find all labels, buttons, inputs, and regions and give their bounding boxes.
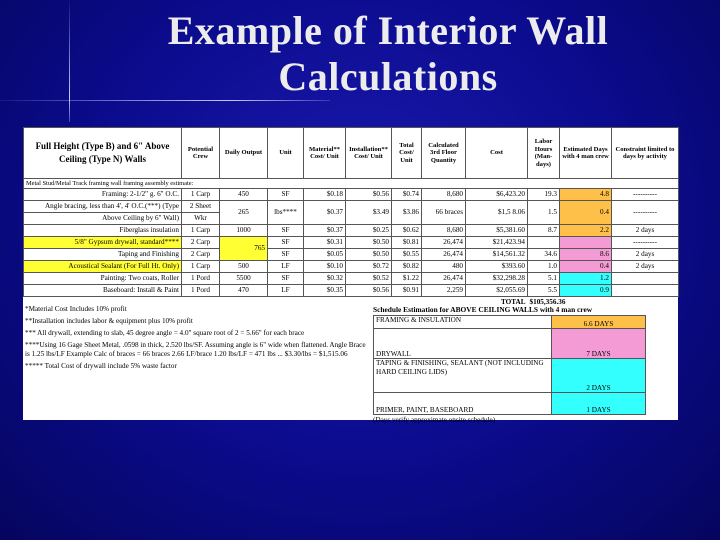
- spreadsheet-image: [23, 127, 678, 424]
- row-days: 1.2: [560, 273, 612, 285]
- title-line-2: Calculations: [278, 54, 498, 99]
- total-label: TOTAL: [501, 298, 526, 306]
- col-header: Total Cost/ Unit: [392, 128, 422, 179]
- decorative-vertical-line: [69, 0, 70, 122]
- total-value: $105,356.36: [529, 298, 566, 306]
- row-cost: $2,055.69: [466, 285, 528, 297]
- table-row: [24, 285, 679, 297]
- row-labor: 1.5: [528, 201, 560, 225]
- row-mat: $0.32: [304, 273, 346, 285]
- row-unit: SF: [268, 225, 304, 237]
- row-cost: $14,561.32: [466, 249, 528, 261]
- decorative-horizontal-line: [0, 100, 330, 101]
- row-constraint: [612, 285, 679, 297]
- row-desc: Framing: 2-1/2" g. 6" O.C.: [24, 189, 182, 201]
- row-crew: 2 Carp: [182, 249, 220, 261]
- band-label: Metal Stud/Metal Track framing wall framing assembly estimate:: [24, 179, 679, 189]
- row-crew: 1 Carp: [182, 225, 220, 237]
- row-labor: 1.0: [528, 261, 560, 273]
- row-qty: 26,474: [422, 273, 466, 285]
- calculation-table: [23, 127, 679, 308]
- row-days: 8.6: [560, 249, 612, 261]
- table-row: [24, 225, 679, 237]
- row-cost: $21,423.94: [466, 237, 528, 249]
- row-crew: 1 Pord: [182, 285, 220, 297]
- table-row: [24, 201, 679, 213]
- row-constraint: ----------: [612, 237, 679, 249]
- slide-title: [118, 8, 658, 100]
- table-row: [24, 237, 679, 249]
- row-qty: 26,474: [422, 237, 466, 249]
- row-output: 500: [220, 261, 268, 273]
- row-labor: 34.6: [528, 249, 560, 261]
- row-unit: SF: [268, 249, 304, 261]
- col-header: Cost: [466, 128, 528, 179]
- row-mat: $0.18: [304, 189, 346, 201]
- table-header-row: [24, 128, 679, 179]
- row-output: 265: [220, 201, 268, 225]
- schedule-row: [374, 359, 646, 393]
- row-constraint: ----------: [612, 189, 679, 201]
- table-row: [24, 249, 679, 261]
- schedule-row: [374, 329, 646, 359]
- row-qty: 8,680: [422, 189, 466, 201]
- col-header: Daily Output: [220, 128, 268, 179]
- schedule-estimation: [373, 305, 673, 425]
- row-desc: 5/8" Gypsum drywall, standard****: [24, 237, 182, 249]
- footnote: ***** Total Cost of drywall include 5% waste factor: [25, 362, 177, 370]
- row-constraint: 2 days: [612, 225, 679, 237]
- row-crew: 1 Carp: [182, 189, 220, 201]
- row-total: $0.82: [392, 261, 422, 273]
- schedule-task: TAPING & FINISHING, SEALANT (NOT INCLUDING HARD CEILING LIDS): [374, 359, 552, 393]
- schedule-days: 7 DAYS: [552, 329, 646, 359]
- row-constraint: 2 days: [612, 249, 679, 261]
- row-qty: 2,259: [422, 285, 466, 297]
- row-inst: $0.25: [346, 225, 392, 237]
- row-labor: [528, 237, 560, 249]
- col-header: Labor Hours (Man-days): [528, 128, 560, 179]
- row-crew: 1 Carp: [182, 261, 220, 273]
- band-row: [24, 179, 679, 189]
- row-mat: $0.37: [304, 225, 346, 237]
- row-unit: SF: [268, 273, 304, 285]
- row-labor: 5.1: [528, 273, 560, 285]
- row-days: 4.8: [560, 189, 612, 201]
- row-days: 0.9: [560, 285, 612, 297]
- col-header: Installation** Cost/ Unit: [346, 128, 392, 179]
- col-header: Calculated 3rd Floor Quantity: [422, 128, 466, 179]
- schedule-row: [374, 393, 646, 415]
- row-labor: 5.5: [528, 285, 560, 297]
- schedule-days: 1 DAYS: [552, 393, 646, 415]
- row-mat: $0.31: [304, 237, 346, 249]
- row-unit: LF: [268, 261, 304, 273]
- row-labor: 8.7: [528, 225, 560, 237]
- row-desc: Painting: Two coats, Roller: [24, 273, 182, 285]
- title-line-1: Example of Interior Wall: [167, 8, 609, 53]
- row-mat: $0.05: [304, 249, 346, 261]
- footnote: **Installation includes labor & equipment plus 10% profit: [25, 317, 193, 325]
- table-row: [24, 273, 679, 285]
- schedule-table: [373, 315, 646, 415]
- row-inst: $3.49: [346, 201, 392, 225]
- row-unit: LF: [268, 285, 304, 297]
- row-inst: $0.56: [346, 189, 392, 201]
- row-cost: $32,298.28: [466, 273, 528, 285]
- row-desc: Angle bracing, less than 4', 4' O.C.(***) (Type: [24, 201, 182, 213]
- table-row: [24, 189, 679, 201]
- schedule-row: [374, 316, 646, 329]
- schedule-title: Schedule Estimation for ABOVE CEILING WALLS with 4 man crew: [373, 305, 593, 314]
- row-mat: $0.10: [304, 261, 346, 273]
- row-output: 450: [220, 189, 268, 201]
- row-inst: $0.52: [346, 273, 392, 285]
- row-inst: $0.50: [346, 249, 392, 261]
- row-desc: Taping and Finishing: [24, 249, 182, 261]
- row-crew: 2 Sheet: [182, 201, 220, 213]
- col-header: Constraint limited to days by activity: [612, 128, 679, 179]
- row-unit: lbs****: [268, 201, 304, 225]
- schedule-days: 6.6 DAYS: [552, 316, 646, 329]
- table-row: [24, 261, 679, 273]
- footnote: *** All drywall, extending to slab, 45 degree angle = 4.0" square root of 2 = 5.66" for each brace: [25, 329, 305, 337]
- row-constraint: 2 days: [612, 261, 679, 273]
- col-header: Potential Crew: [182, 128, 220, 179]
- schedule-task: PRIMER, PAINT, BASEBOARD: [374, 393, 552, 415]
- footnote: ****Using 16 Gage Sheet Metal, .0598 in thick, 2.520 lbs/SF. Assuming angle is 6" wide when flattened. Angle Brace is 1.25 lbs/LF Example Calc of braces = 66 braces 2.66 LF/brace 1.20 lbs/LF = 471 lbs ... $3.30/lbs = $1,515.06: [25, 341, 366, 358]
- row-unit: SF: [268, 189, 304, 201]
- row-total: $0.91: [392, 285, 422, 297]
- row-total: $0.74: [392, 189, 422, 201]
- row-cost: $1,5 8.06: [466, 201, 528, 225]
- row-desc: Above Ceiling by 6" Wall): [24, 213, 182, 225]
- row-qty: 8,680: [422, 225, 466, 237]
- schedule-days: 2 DAYS: [552, 359, 646, 393]
- row-inst: $0.50: [346, 237, 392, 249]
- schedule-task: FRAMING & INSULATION: [374, 316, 552, 329]
- row-labor: 19.3: [528, 189, 560, 201]
- col-header: Unit: [268, 128, 304, 179]
- row-mat: $0.35: [304, 285, 346, 297]
- row-constraint: [612, 273, 679, 285]
- row-inst: $0.56: [346, 285, 392, 297]
- row-desc: Fiberglass insulation: [24, 225, 182, 237]
- row-output: 765: [220, 237, 268, 261]
- footnotes: [25, 305, 370, 374]
- row-output: 1000: [220, 225, 268, 237]
- row-cost: $393.60: [466, 261, 528, 273]
- table-heading: Full Height (Type B) and 6" Above Ceiling (Type N) Walls: [24, 128, 182, 179]
- row-total: $1.22: [392, 273, 422, 285]
- row-output: 470: [220, 285, 268, 297]
- row-inst: $0.72: [346, 261, 392, 273]
- row-desc: Baseboard: Install & Paint: [24, 285, 182, 297]
- schedule-task: DRYWALL: [374, 329, 552, 359]
- row-crew: 1 Pord: [182, 273, 220, 285]
- row-total: $0.55: [392, 249, 422, 261]
- row-days: 2.2: [560, 225, 612, 237]
- row-days: 0.4: [560, 261, 612, 273]
- row-desc: Acoustical Sealant (For Full Ht. Only): [24, 261, 182, 273]
- row-qty: 480: [422, 261, 466, 273]
- schedule-note: (Days verify approximate onsite schedule): [373, 416, 496, 424]
- row-crew: Wkr: [182, 213, 220, 225]
- row-crew: 2 Carp: [182, 237, 220, 249]
- row-output: 5500: [220, 273, 268, 285]
- row-total: $0.62: [392, 225, 422, 237]
- row-constraint: ----------: [612, 201, 679, 225]
- footnote: *Material Cost Includes 10% profit: [25, 305, 127, 313]
- row-total: $3.86: [392, 201, 422, 225]
- row-days: 0.4: [560, 201, 612, 225]
- row-days: [560, 237, 612, 249]
- col-header: Material** Cost/ Unit: [304, 128, 346, 179]
- row-cost: $5,381.60: [466, 225, 528, 237]
- col-header: Estimated Days with 4 man crew: [560, 128, 612, 179]
- row-unit: SF: [268, 237, 304, 249]
- row-qty: 26,474: [422, 249, 466, 261]
- row-cost: $6,423.20: [466, 189, 528, 201]
- row-qty: 66 braces: [422, 201, 466, 225]
- row-mat: $0.37: [304, 201, 346, 225]
- row-total: $0.81: [392, 237, 422, 249]
